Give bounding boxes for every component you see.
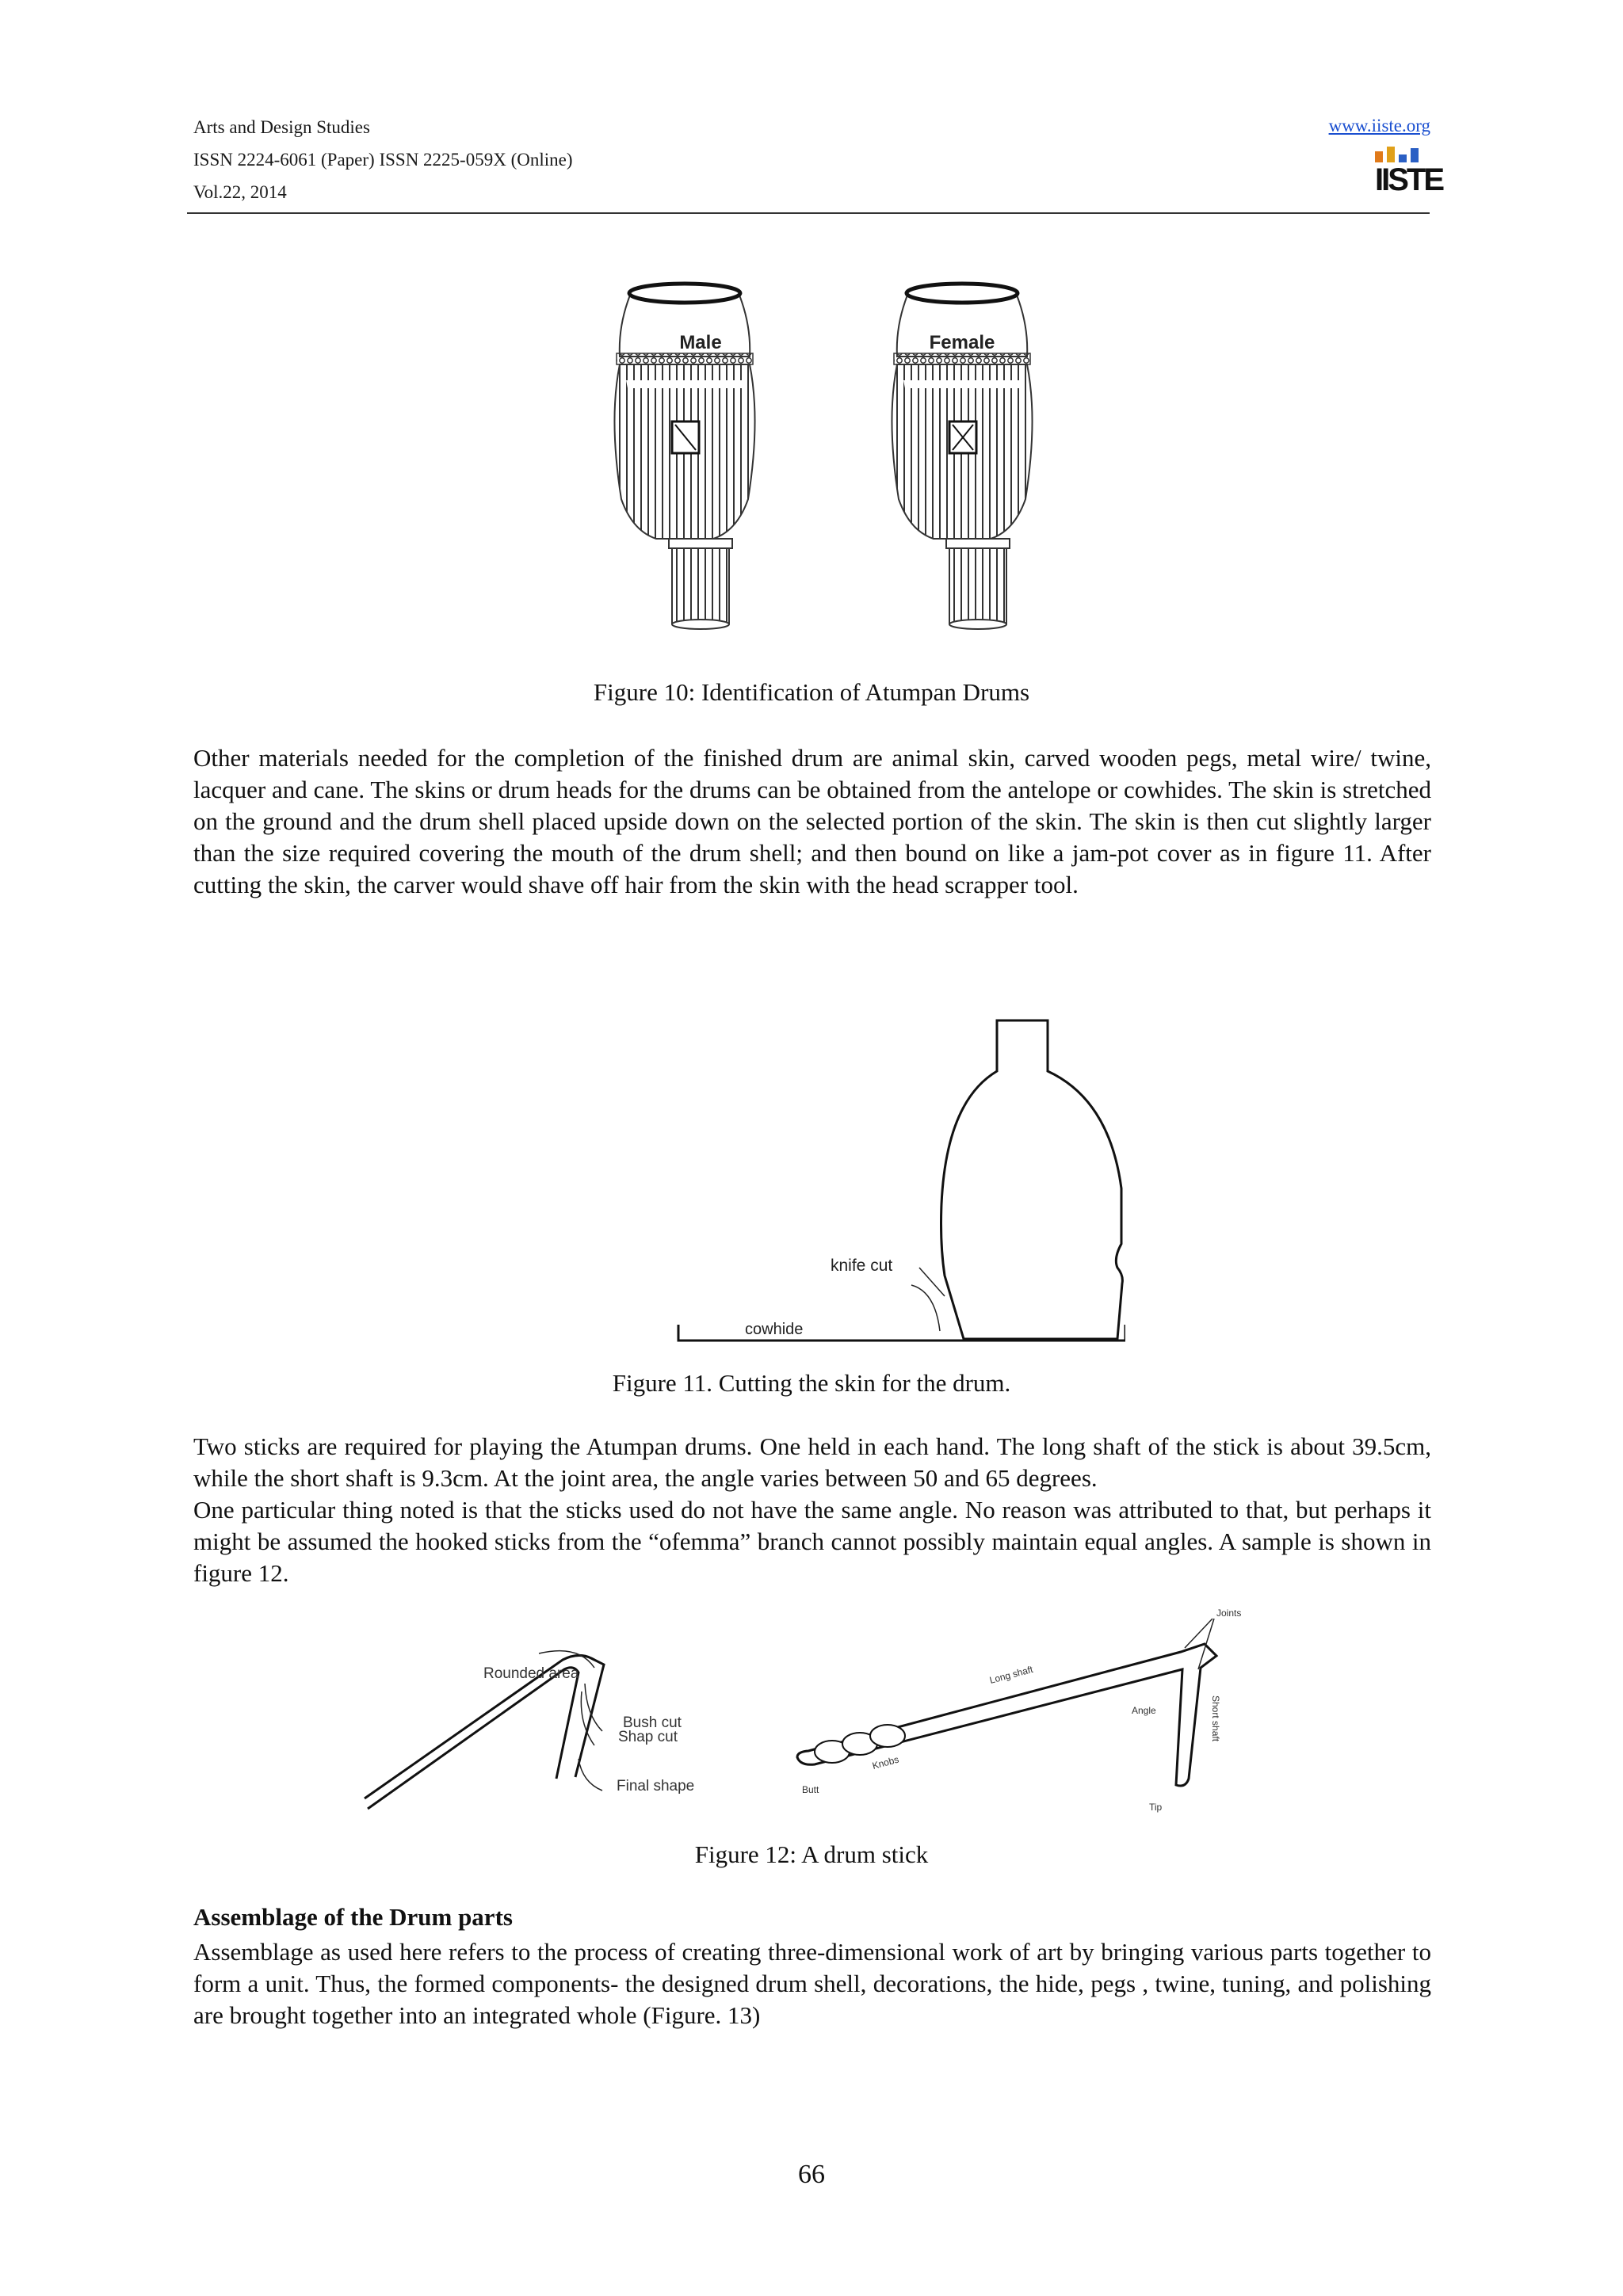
long-shaft-label: Long shaft [988, 1663, 1034, 1686]
figure-12-drum-stick [357, 1596, 1268, 1826]
paragraph-assemblage-text: Assemblage as used here refers to the process of creating three-dimensional work of art by bringing various parts together to form a unit. Thus, the formed components- the designed drum shell, decorations, the hide, pegs , twine, tuning, and polishing are brought together into an integrated whole (Figure. 13) [193, 1938, 1431, 2029]
tip-label: Tip [1149, 1802, 1163, 1813]
header-rule [187, 212, 1430, 214]
section-heading: Assemblage of the Drum parts [193, 1903, 513, 1931]
volume-line: Vol.22, 2014 [193, 182, 287, 202]
short-shaft-label: Short shaft [1210, 1695, 1221, 1742]
stick-detail-left [365, 1651, 694, 1809]
paragraph-materials-text: Other materials needed for the completion of the finished drum are animal skin, carved wooden pegs, metal wire/ twine, lacquer and cane. The skins or drum heads for the drums can be obtained from the antelope or cowhides. The skin is stretched on the ground and the drum shell placed upside down on the selected portion of the skin. The skin is then cut slightly larger than the size required covering the mouth of the drum shell; and then bound on like a jam-pot cover as in figure 11. After cutting the skin, the carver would shave off hair from the skin with the head scrapper tool. [193, 744, 1431, 898]
drum-shell-outline [941, 1020, 1123, 1339]
male-drum [614, 284, 754, 629]
final-shape-label: Final shape [617, 1778, 695, 1794]
female-label: Female [929, 332, 995, 353]
issn-line: ISSN 2224-6061 (Paper) ISSN 2225-059X (Online) [193, 150, 573, 170]
logo-wordmark: IISTE [1375, 162, 1443, 197]
bush-cut-label: Bush cut [623, 1714, 682, 1731]
figure-11-caption: Figure 11. Cutting the skin for the drum. [612, 1369, 1011, 1397]
figure-10-drums [602, 269, 1078, 642]
cowhide-label: cowhide [745, 1321, 804, 1338]
page-number: 66 [798, 2160, 825, 2189]
joints-label: Joints [1216, 1608, 1242, 1619]
knife-cut-label: knife cut [831, 1257, 893, 1275]
paragraph-assemblage [193, 1936, 1431, 2031]
journal-title: Arts and Design Studies [193, 117, 370, 137]
paragraph-sticks [193, 1431, 1431, 1589]
logo-bars-icon [1375, 145, 1429, 162]
rounded-area-label: Rounded area [483, 1665, 579, 1682]
figure-10-caption: Figure 10: Identification of Atumpan Drums [593, 678, 1030, 706]
stick-full-right [797, 1608, 1241, 1813]
figure-11-cutting-diagram [666, 1006, 1125, 1347]
website-link[interactable]: www.iiste.org [1328, 116, 1430, 135]
paragraph-materials [193, 742, 1431, 901]
knife-cut-arrow [911, 1285, 940, 1331]
knobs-label: Knobs [871, 1753, 900, 1772]
iiste-logo [1375, 145, 1443, 205]
male-label: Male [679, 332, 722, 353]
shap-cut-label: Shap cut [618, 1729, 678, 1745]
paragraph-sticks-text-1: Two sticks are required for playing the Atumpan drums. One held in each hand. The long shaft of the stick is about 39.5cm, while the short shaft is 9.3cm. At the joint area, the angle varies between 50 and 65 degrees. [193, 1432, 1431, 1492]
angle-label: Angle [1132, 1705, 1156, 1716]
paragraph-sticks-text-2: One particular thing noted is that the sticks used do not have the same angle. No reason was attributed to that, but perhaps it might be assumed the hooked sticks from the “ofemma” branch cannot possibly maintain equal angles. A sample is shown in figure 12. [193, 1496, 1431, 1587]
butt-label: Butt [802, 1784, 819, 1795]
female-drum [892, 284, 1032, 629]
figure-12-caption: Figure 12: A drum stick [694, 1840, 929, 1868]
